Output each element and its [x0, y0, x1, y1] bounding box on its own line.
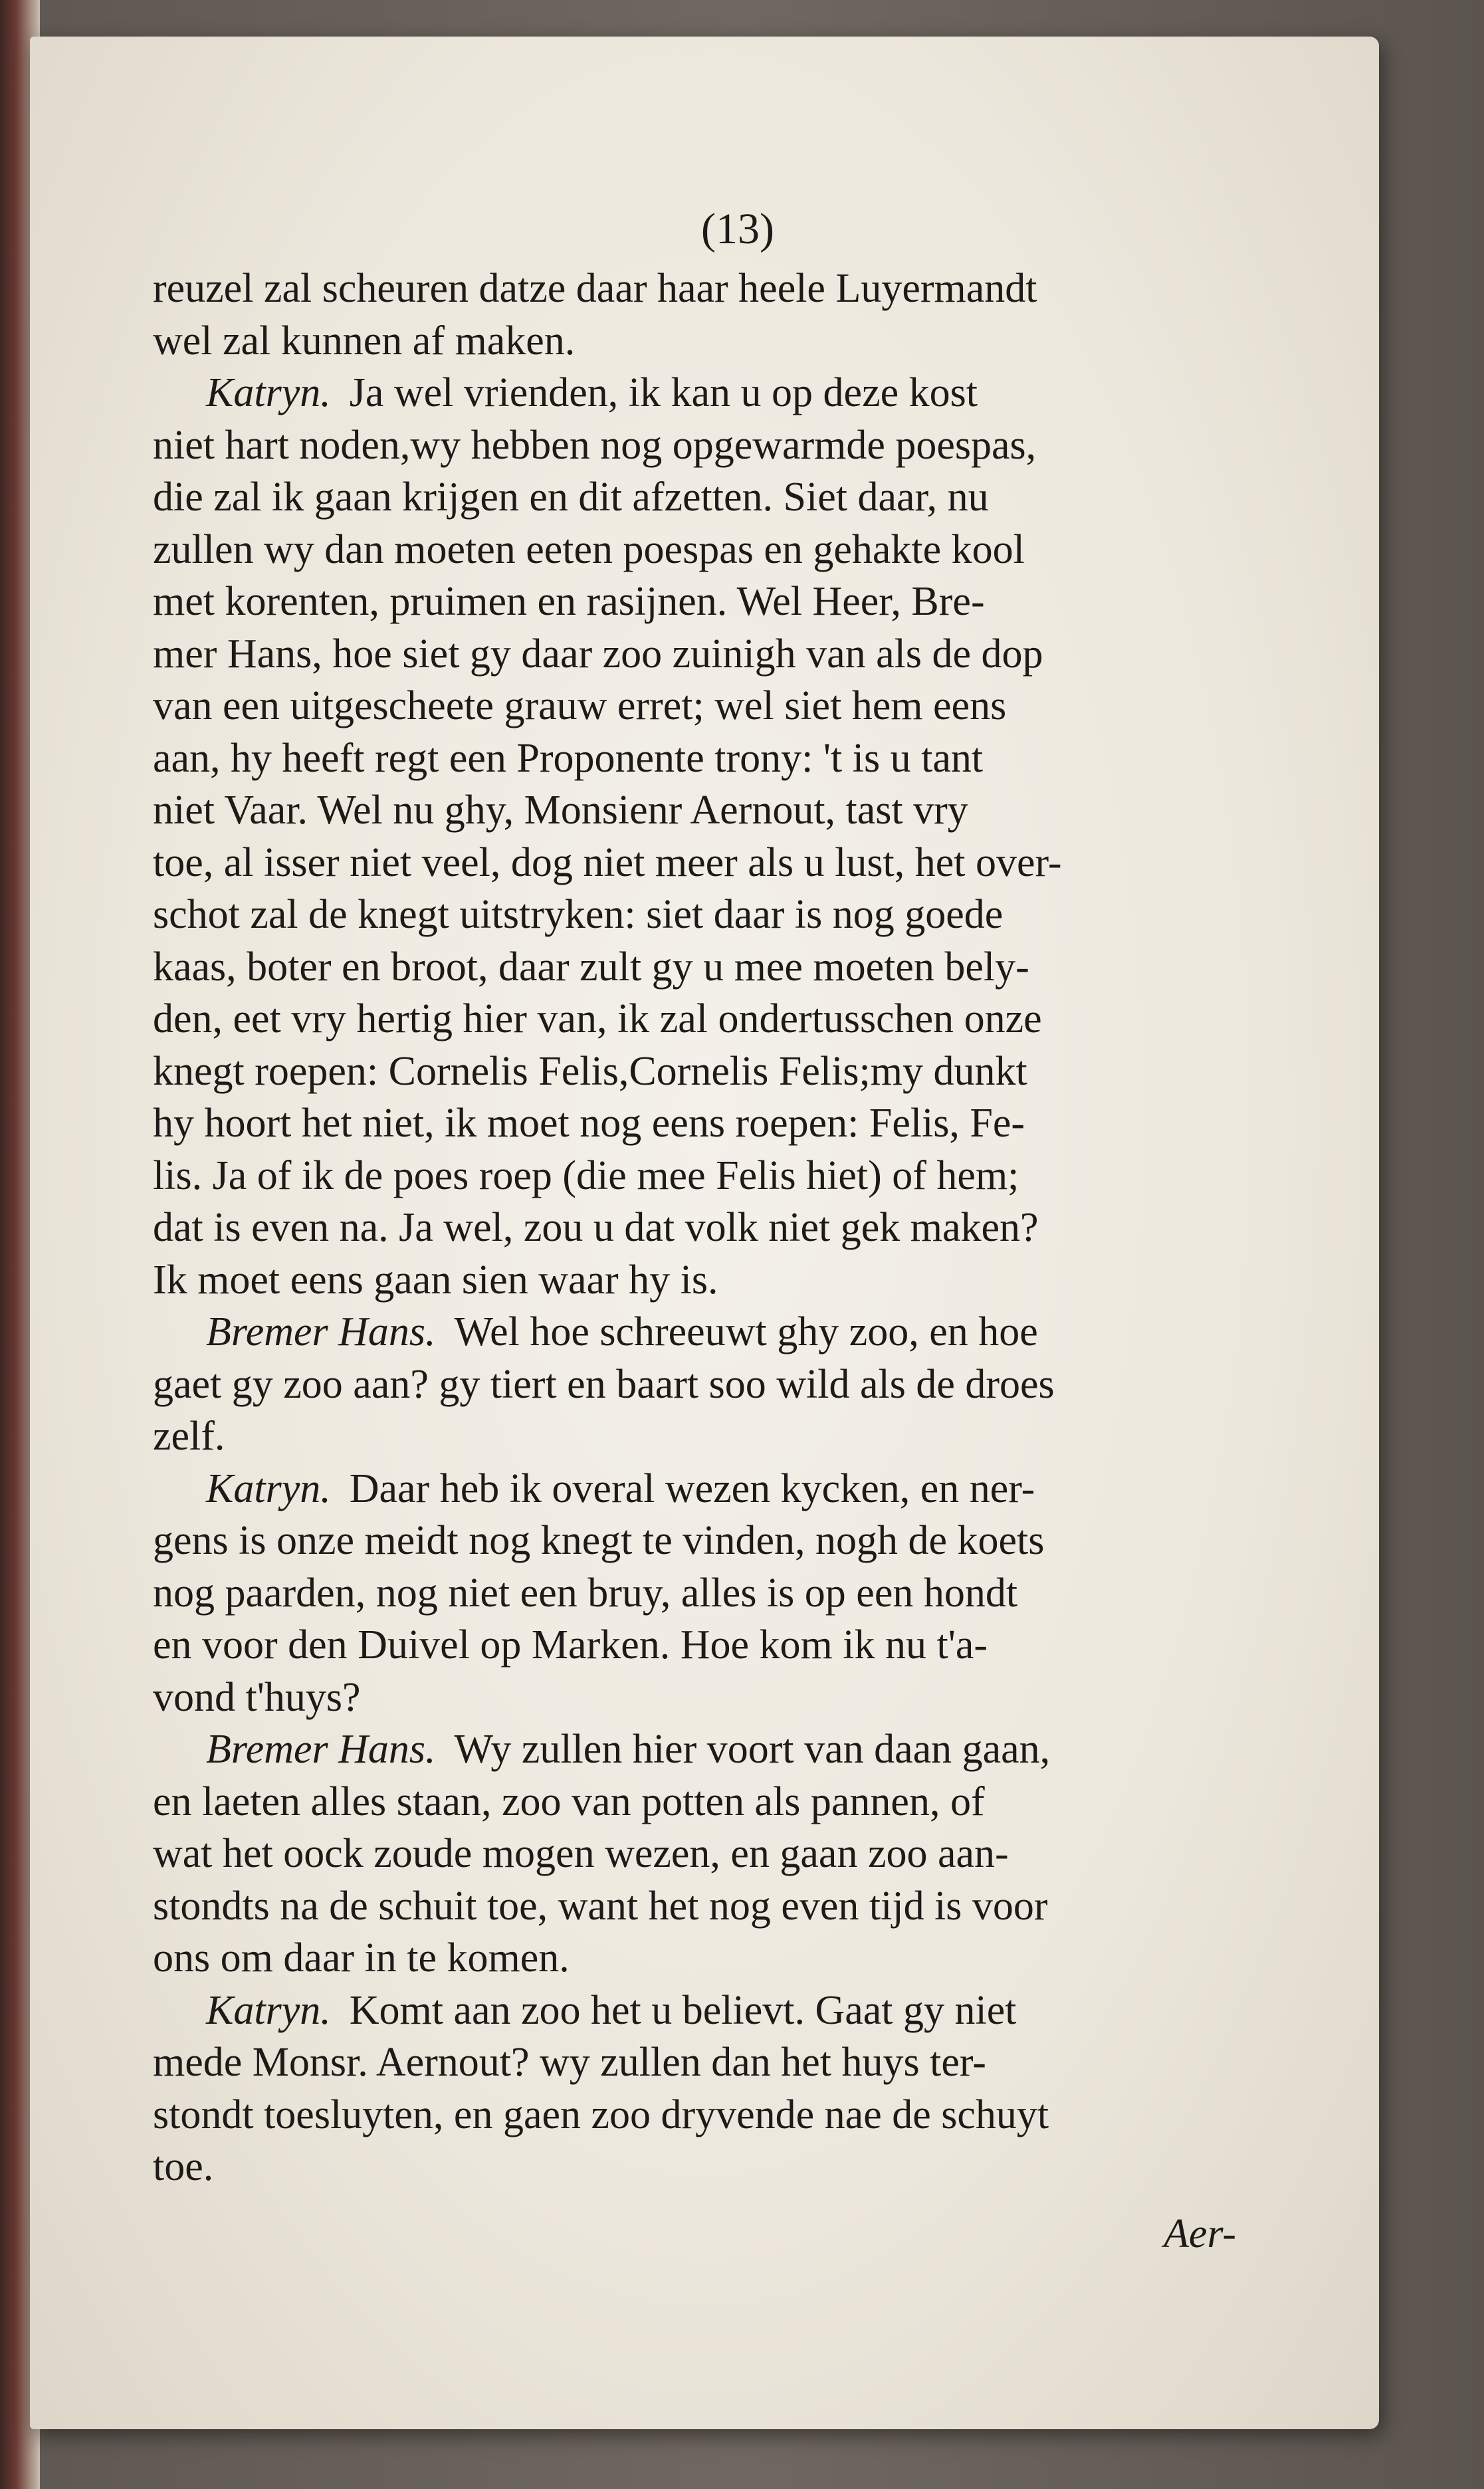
line-text: die zal ik gaan krijgen en dit afzetten. Siet daar, nu: [153, 475, 989, 520]
text-line: [153, 1515, 1276, 1567]
line-text: mede Monsr. Aernout? wy zullen dan het huys ter-: [153, 2040, 986, 2085]
text-line: [153, 784, 1276, 837]
line-text: wel zal kunnen af maken.: [153, 318, 576, 364]
line-text: vond t'huys?: [153, 1674, 361, 1720]
text-line: [153, 1672, 1276, 1724]
line-text: ons om daar in te komen.: [153, 1935, 570, 1981]
line-text: Wel hoe schreeuwt ghy zoo, en hoe: [454, 1309, 1038, 1354]
line-text: Wy zullen hier voort van daan gaan,: [454, 1727, 1051, 1772]
text-line: [153, 1776, 1276, 1828]
text-line: [153, 315, 1276, 368]
line-text: toe, al isser niet veel, dog niet meer als u lust, het over-: [153, 839, 1062, 885]
line-text: en laeten alles staan, zoo van potten als pannen, of: [153, 1779, 985, 1824]
line-text: Komt aan zoo het u believt. Gaat gy niet: [349, 1987, 1017, 2033]
line-text: en voor den Duivel op Marken. Hoe kom ik nu t'a-: [153, 1622, 988, 1668]
line-text: knegt roepen: Cornelis Felis,Cornelis Felis;my dunkt: [153, 1048, 1027, 1094]
text-line: [153, 732, 1276, 785]
line-text: Ik moet eens gaan sien waar hy is.: [153, 1257, 718, 1303]
text-line: [153, 993, 1276, 1045]
speaker-name: Bremer Hans.: [206, 1727, 436, 1772]
text-line: [153, 524, 1276, 576]
line-text: niet hart noden,wy hebben nog opgewarmde poespas,: [153, 422, 1037, 468]
line-text: dat is even na. Ja wel, zou u dat volk niet gek maken?: [153, 1205, 1039, 1250]
line-text: wat het oock zoude mogen wezen, en gaan zoo aan-: [153, 1831, 1009, 1876]
text-line: [153, 1358, 1276, 1411]
text-line: [153, 2141, 1276, 2193]
line-text: Ja wel vrienden, ik kan u op deze kost: [349, 370, 978, 415]
text-line: [153, 419, 1276, 472]
line-text: toe.: [153, 2144, 214, 2189]
text-line: [153, 1567, 1276, 1620]
text-line: [153, 1097, 1276, 1150]
book-page: [30, 37, 1379, 2429]
text-line: [153, 2036, 1276, 2089]
catchword: Aer-: [1164, 2211, 1236, 2256]
page-number: (13): [701, 205, 774, 253]
text-line: [153, 1410, 1276, 1463]
line-text: reuzel zal scheuren datze daar haar heele Luyermandt: [153, 266, 1037, 311]
speaker-line: [153, 1463, 1276, 1515]
text-line: [153, 576, 1276, 628]
line-text: hy hoort het niet, ik moet nog eens roepen: Felis, Fe-: [153, 1101, 1025, 1146]
speaker-name: Katryn.: [206, 1465, 331, 1511]
line-text: gens is onze meidt nog knegt te vinden, nogh de koets: [153, 1518, 1045, 1563]
line-text: stondt toesluyten, en gaen zoo dryvende nae de schuyt: [153, 2092, 1049, 2137]
line-text: stondts na de schuit toe, want het nog even tijd is voor: [153, 1883, 1048, 1929]
speaker-name: Bremer Hans.: [206, 1309, 436, 1354]
line-text: gaet gy zoo aan? gy tiert en baart soo wild als de droes: [153, 1361, 1055, 1407]
text-line: [153, 1828, 1276, 1880]
line-text: zullen wy dan moeten eeten poespas en gehakte kool: [153, 526, 1025, 572]
speaker-line: [153, 1985, 1276, 2037]
speaker-name: Katryn.: [206, 1987, 331, 2033]
line-text: met korenten, pruimen en rasijnen. Wel Heer, Bre-: [153, 579, 985, 624]
line-text: lis. Ja of ik de poes roep (die mee Felis hiet) of hem;: [153, 1152, 1019, 1198]
speaker-line: [153, 1723, 1276, 1776]
text-line: [153, 1619, 1276, 1672]
text-line: [153, 628, 1276, 681]
line-text: niet Vaar. Wel nu ghy, Monsienr Aernout, tast vry: [153, 788, 968, 833]
text-line: [153, 1932, 1276, 1985]
text-line: [153, 1150, 1276, 1202]
text-line: [153, 263, 1276, 315]
text-line: [153, 471, 1276, 524]
text-line: [153, 1045, 1276, 1098]
text-line: [153, 1880, 1276, 1933]
text-line: [153, 1254, 1276, 1307]
text-line: [153, 837, 1276, 889]
line-text: kaas, boter en broot, daar zult gy u mee moeten bely-: [153, 944, 1029, 990]
speaker-name: Katryn.: [206, 370, 331, 415]
line-text: mer Hans, hoe siet gy daar zoo zuinigh van als de dop: [153, 631, 1043, 677]
text-line: [153, 889, 1276, 941]
speaker-line: [153, 1306, 1276, 1358]
line-text: nog paarden, nog niet een bruy, alles is op een hondt: [153, 1570, 1018, 1616]
line-text: van een uitgescheete grauw erret; wel siet hem eens: [153, 683, 1007, 728]
text-line: [153, 941, 1276, 994]
line-text: zelf.: [153, 1414, 225, 1459]
text-line: [153, 1202, 1276, 1254]
page-lines: [153, 263, 1276, 2193]
line-text: schot zal de knegt uitstryken: siet daar is nog goede: [153, 892, 1004, 937]
text-line: [153, 680, 1276, 732]
line-text: den, eet vry hertig hier van, ik zal ondertusschen onze: [153, 996, 1042, 1041]
line-text: aan, hy heeft regt een Proponente trony: 't is u tant: [153, 735, 984, 781]
line-text: Daar heb ik overal wezen kycken, en ner-: [349, 1465, 1035, 1511]
page-text: [153, 196, 1276, 2260]
speaker-line: [153, 367, 1276, 419]
text-line: [153, 2089, 1276, 2141]
